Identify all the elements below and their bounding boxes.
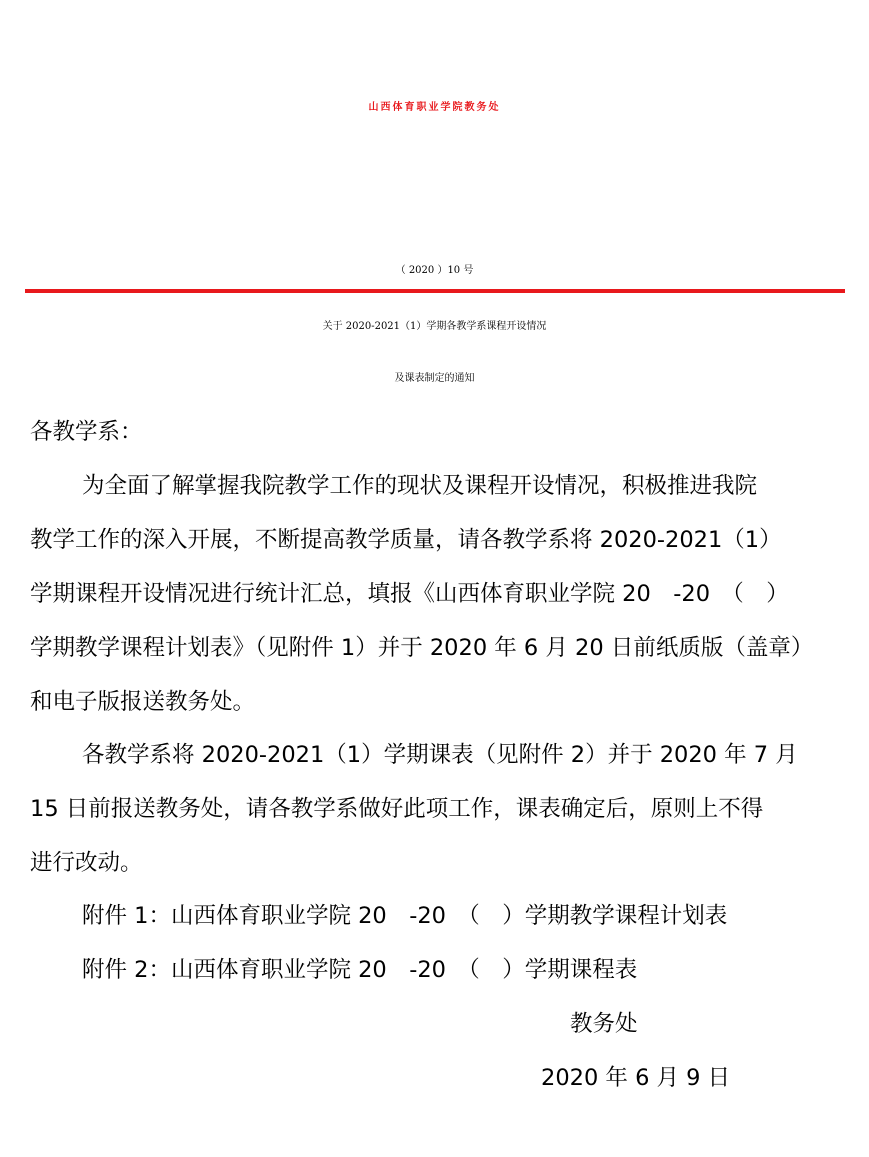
issue-date: 2020 年 6 月 9 日 <box>541 1065 731 1091</box>
salutation: 各教学系： <box>30 419 143 445</box>
notice-title-line-1: 关于 2020-2021（1）学期各教学系课程开设情况 <box>322 321 547 332</box>
document-number: （ 2020 ）10 号 <box>395 265 474 276</box>
paragraph-1-line-3: 学期课程开设情况进行统计汇总，填报《山西体育职业学院 20 -20 （ ） <box>30 581 789 607</box>
paragraph-2-line-1: 各教学系将 2020-2021（1）学期课表（见附件 2）并于 2020 年 7 月 <box>82 742 798 768</box>
paragraph-1-line-1: 为全面了解掌握我院教学工作的现状及课程开设情况，积极推进我院 <box>82 473 758 499</box>
paragraph-2-line-3: 进行改动。 <box>30 850 143 876</box>
attachment-1: 附件 1：山西体育职业学院 20 -20 （ ）学期教学课程计划表 <box>82 903 728 929</box>
paragraph-2-line-2: 15 日前报送教务处，请各教学系做好此项工作，课表确定后，原则上不得 <box>30 796 764 822</box>
notice-title-line-2: 及课表制定的通知 <box>394 373 475 384</box>
issuer-signature: 教务处 <box>570 1011 638 1037</box>
paragraph-1-line-2: 教学工作的深入开展，不断提高教学质量，请各教学系将 2020-2021（1） <box>30 527 782 553</box>
document-masthead: 山西体育职业学院教务处 <box>368 102 501 113</box>
paragraph-1-line-5: 和电子版报送教务处。 <box>30 689 256 715</box>
paragraph-1-line-4: 学期教学课程计划表》（见附件 1）并于 2020 年 6 月 20 日前纸质版（盖章） <box>30 635 814 661</box>
red-divider-line <box>25 289 845 293</box>
attachment-2: 附件 2：山西体育职业学院 20 -20 （ ）学期课程表 <box>82 957 638 983</box>
